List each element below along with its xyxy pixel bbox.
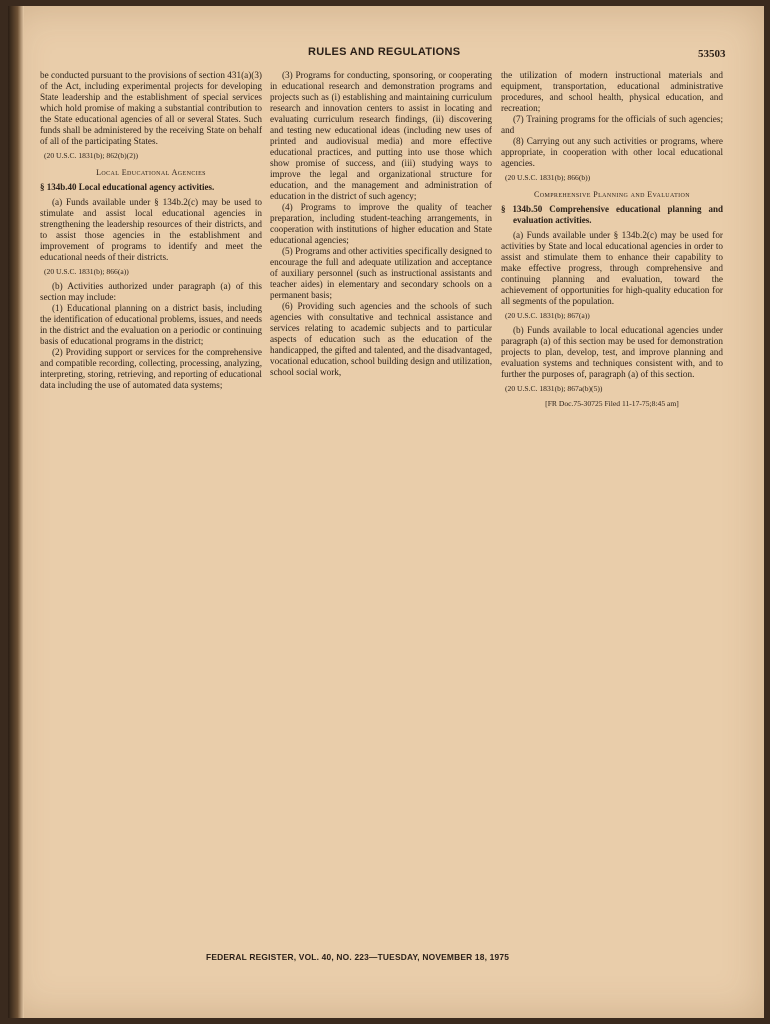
fr-doc-notice: [FR Doc.75-30725 Filed 11-17-75;8:45 am] (545, 399, 679, 408)
paragraph: (a) Funds available under § 134b.2(c) may be used for activities by State and local educational agencies in order to assist and stimulate them to enhance their capability to make effective progress, through comprehensive and continuing planning and evaluation, toward the achievement of opportunities for high-quality education for all segments of the population. (501, 230, 723, 306)
paragraph: (5) Programs and other activities specifically designed to encourage the full and adequate utilization and acceptance of auxiliary personnel (such as instructional assistants and teacher aides) in elementary and secondary schools on a permanent basis; (270, 246, 492, 300)
page-binding-shadow (8, 6, 24, 1018)
paragraph: (b) Activities authorized under paragraph (a) of this section may include: (40, 281, 262, 302)
document-page (8, 6, 764, 1018)
text-column-3 (501, 70, 723, 409)
page-number: 53503 (698, 48, 726, 60)
paragraph: the utilization of modern instructional materials and equipment, transportation, educational administrative procedures, and school health, physical education, and recreation; (501, 70, 723, 113)
citation: (20 U.S.C. 1831(b); 867(a)) (505, 311, 590, 320)
paragraph: be conducted pursuant to the provisions of section 431(a)(3) of the Act, including experimental projects for developing State leadership and the establishment of special services which hold promise of making a substantial contribution to the State educational agencies of all or several States. Such funds shall be administered by the receiving State on behalf of all of the participating States. (40, 70, 262, 146)
footer-citation: FEDERAL REGISTER, VOL. 40, NO. 223—TUESDAY, NOVEMBER 18, 1975 (206, 952, 510, 962)
citation: (20 U.S.C. 1831(b); 866(a)) (44, 267, 129, 276)
paragraph: (4) Programs to improve the quality of teacher preparation, including student-teaching arrangements, in cooperation with institutions of higher education and State educational agencies; (270, 202, 492, 245)
paragraph: (1) Educational planning on a district basis, including the identification of educational problems, issues, and needs in the district and the evaluation on a periodic or continuing basis of educational programs in the district; (40, 303, 262, 346)
paragraph: (3) Programs for conducting, sponsoring, or cooperating in educational research and demonstration programs and projects such as (i) establishing and maintaining curriculum research and innovation centers to assist in locating and evaluating curriculum research findings, (ii) discovering and testing new educational ideas (including new uses of printed and audiovisual media) and more effective educational practices, and putting into use those which show promise of success, and (iii) studying ways to improve the legal and organizational structure for education, and the management and administration of education in the district of such agency; (270, 70, 492, 201)
text-column-2 (270, 70, 492, 378)
paragraph: (8) Carrying out any such activities or programs, where appropriate, in cooperation with other local educational agencies. (501, 136, 723, 168)
paragraph: (2) Providing support or services for the comprehensive and compatible recording, collecting, processing, analyzing, interpreting, storing, retrieving, and reporting of educational data including the use of automated data systems; (40, 347, 262, 390)
section-heading: Local Educational Agencies (96, 168, 206, 177)
running-head: RULES AND REGULATIONS (308, 46, 461, 58)
citation: (20 U.S.C. 1831(b); 862(b)(2)) (44, 151, 139, 160)
citation: (20 U.S.C. 1831(b); 866(b)) (505, 173, 591, 182)
paragraph: (6) Providing such agencies and the schools of such agencies with consultative and technical assistance and services relating to academic subjects and to particular aspects of education such as the education of the handicapped, the gifted and talented, and the disadvantaged, vocational education, school building design and utilization, school social work, (270, 301, 492, 377)
paragraph: (b) Funds available to local educational agencies under paragraph (a) of this section may be used for demonstration projects to plan, develop, test, and improve planning and evaluation systems and techniques consistent with, and to further the purposes of, paragraph (a) of this section. (501, 325, 723, 379)
citation: (20 U.S.C. 1831(b); 867a(b)(5)) (505, 384, 603, 393)
section-heading: Comprehensive Planning and Evaluation (533, 190, 691, 199)
text-column-1 (40, 70, 262, 391)
section-title: § 134b.50 Comprehensive educational planning and evaluation activities. (501, 204, 723, 225)
section-title: § 134b.40 Local educational agency activities. (40, 182, 215, 192)
paragraph: (a) Funds available under § 134b.2(c) may be used to stimulate and assist local educational agencies in strengthening the leadership resources of their districts, and to assist those agencies in the establishment and improvement of programs to identify and meet the educational needs of their districts. (40, 197, 262, 262)
paragraph: (7) Training programs for the officials of such agencies; and (501, 114, 723, 135)
